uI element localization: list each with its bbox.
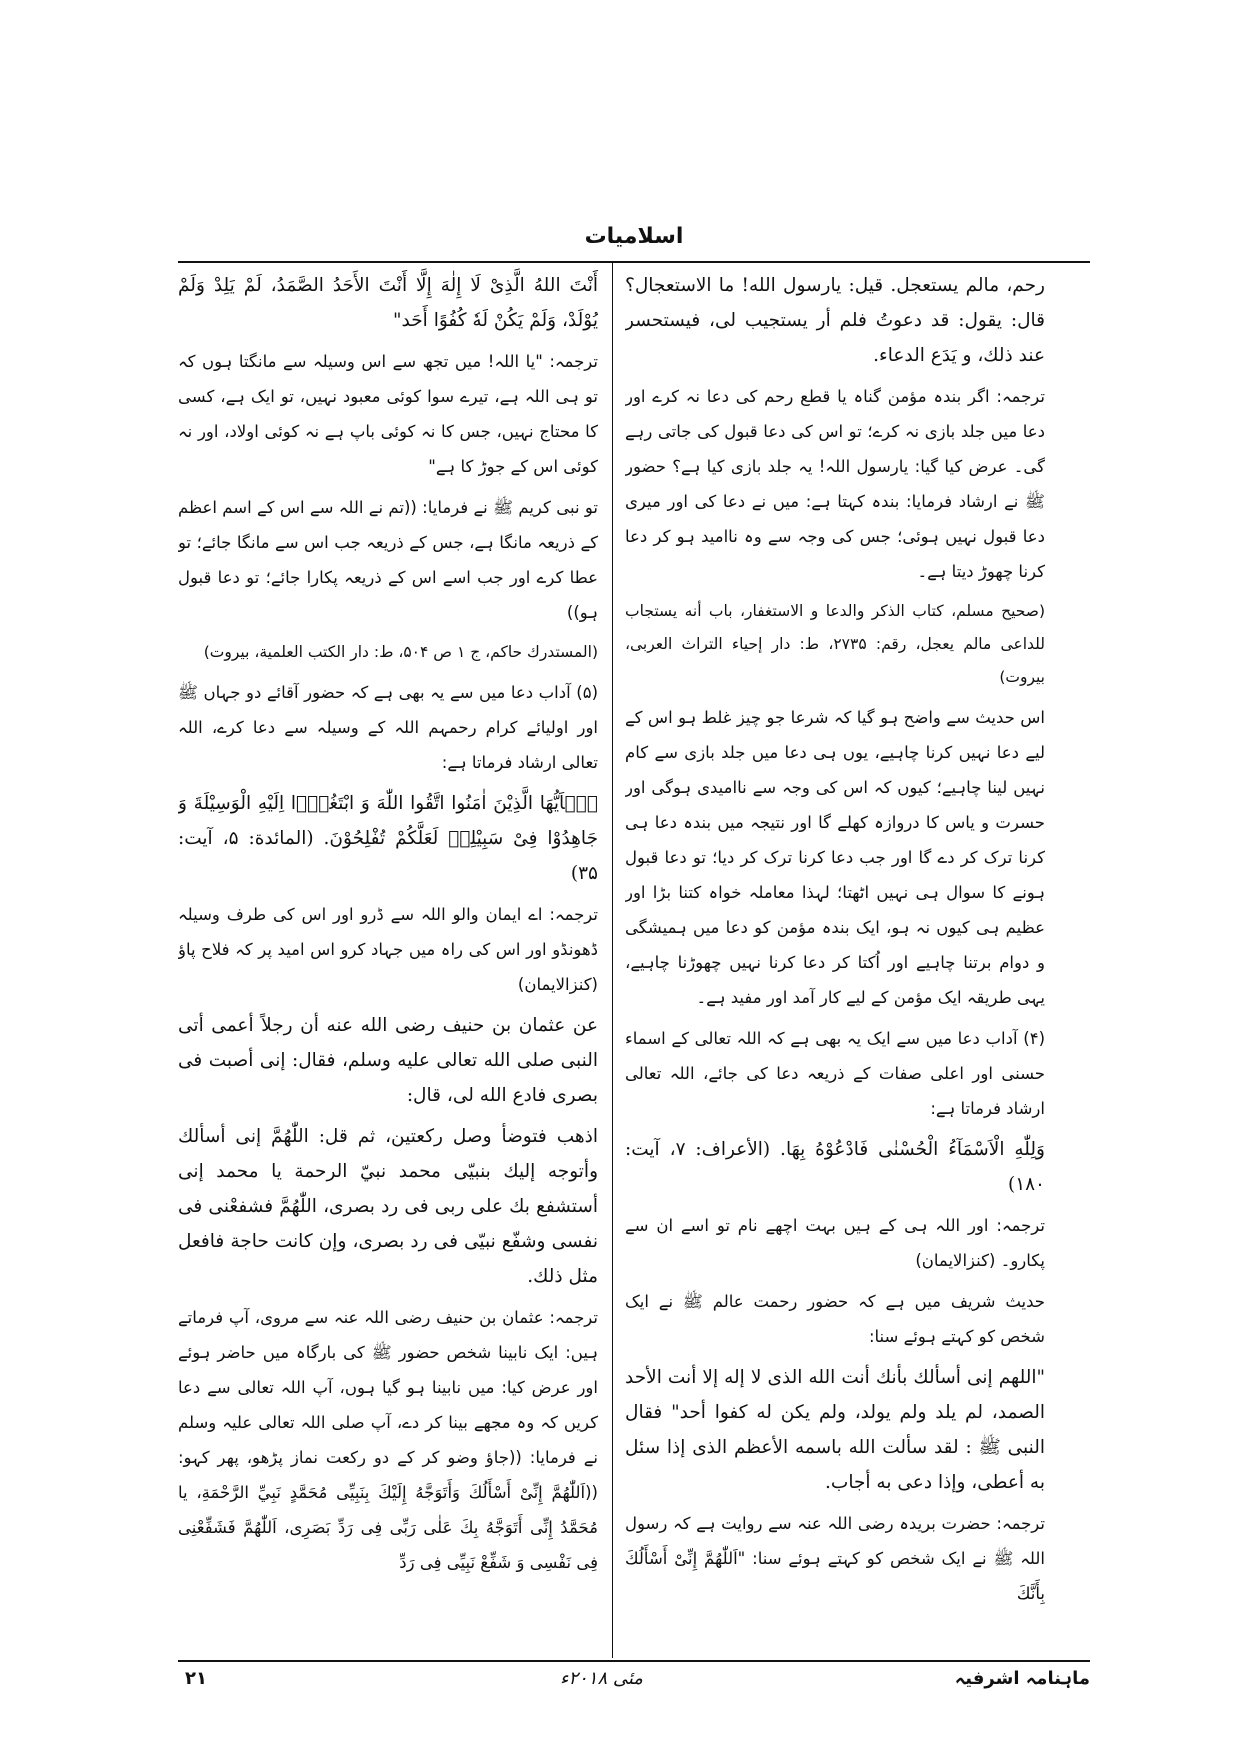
right-column (625, 268, 1045, 1654)
paragraph: تو نبی کریم ﷺ نے فرمایا: ((تم نے اللہ سے اس کے اسم اعظم کے ذریعہ مانگا ہے، جس کے ذریعہ جب اس سے مانگا جائے؛ تو عطا کرے اور جب اسے اس کے ذریعہ پکارا جائے؛ تو دعا قبول ہو)) (178, 498, 598, 622)
paragraph: ترجمہ: اور اللہ ہی کے ہیں بہت اچھے نام تو اسے ان سے پکارو۔ (کنزالایمان) (625, 1216, 1045, 1270)
paragraph: (المستدرك حاكم، ج ۱ ص ۵۰۴، ط: دار الكتب العلمية، بيروت) (203, 643, 598, 661)
paragraph: يٰۤاَيُّهَا الَّذِيْنَ اٰمَنُوا اتَّقُوا اللّٰهَ وَ ابْتَغُوْۤا اِلَيْهِ الْوَسِيْلَةَ وَ جَاهِدُوْا فِىْ سَبِيْلِهٖ لَعَلَّكُمْ تُفْلِحُوْنَ. (المائدة: ۵، آيت: ۳۵) (178, 793, 598, 884)
paragraph: (۴) آداب دعا میں سے ایک یہ بھی ہے کہ اللہ تعالی کے اسماء حسنی اور اعلی صفات کے ذریعہ دعا کی جائے، اللہ تعالی ارشاد فرماتا ہے: (625, 1029, 1045, 1118)
paragraph: ترجمہ: عثمان بن حنیف رضی اللہ عنہ سے مروی، آپ فرماتے ہیں: ایک نابینا شخص حضور ﷺ کی بارگاہ میں حاضر ہوئے اور عرض کیا: میں نابینا ہو گیا ہوں، آپ اللہ تعالی سے دعا کریں کہ وہ مجھے بینا کر دے، آپ صلی اللہ تعالی علیہ وسلم نے فرمایا: ((جاؤ وضو کر کے دو رکعت نماز پڑھو، پھر کہو: ((اَللّٰهُمَّ إِنِّىْ أَسْأَلُكَ وَأَتَوَجَّهُ إِلَيْكَ بِنَبِيِّى مُحَمَّدٍ نَبِيِّ الرَّحْمَةِ، يا مُحَمَّدُ إِنِّى أَتَوَجَّهُ بِكَ عَلٰى رَبِّى فِى رَدِّ بَصَرِى، اَللّٰهُمَّ فَشَفِّعْنِى فِى نَفْسِى وَ شَفِّعْ نَبِيِّى فِى رَدِّ (178, 1308, 598, 1572)
header-divider (178, 261, 1090, 263)
paragraph: (۵) آداب دعا میں سے یہ بھی ہے کہ حضور آقائے دو جہاں ﷺ اور اولیائے کرام رحمہم اللہ کے وسیلہ سے دعا کرے، اللہ تعالی ارشاد فرماتا ہے: (178, 683, 598, 772)
footer-page-number: ۲۱ (185, 1668, 207, 1689)
footer-date: مئی ۲۰۱۸ء (560, 1668, 643, 1689)
paragraph: أَنْتَ اللهُ الَّذِىْ لَا إِلٰهَ إِلَّا أَنْتَ الأَحَدُ الصَّمَدُ، لَمْ يَلِدْ وَلَمْ يُوْلَدْ، وَلَمْ يَكُنْ لَهٗ كُفُوًا أَحَد" (178, 275, 598, 331)
paragraph: اذهب فتوضأ وصل ركعتين، ثم قل: اللّٰهُمَّ إنى أسألك وأتوجه إليك بنبيّى محمد نبيّ الرحمة يا محمد إنى أستشفع بك على ربى فى رد بصرى، اللّٰهُمَّ فشفعْنى فى نفسى وشفّع نبيّى فى رد بصرى، وإن كانت حاجة فافعل مثل ذلك. (178, 1126, 598, 1287)
paragraph: ترجمہ: اے ایمان والو اللہ سے ڈرو اور اس کی طرف وسیلہ ڈھونڈو اور اس کی راہ میں جہاد کرو اس امید پر کہ فلاح پاؤ (کنزالایمان) (178, 905, 598, 994)
paragraph: عن عثمان بن حنيف رضى الله عنه أن رجلاً أعمى أتى النبى صلى الله تعالى عليه وسلم، فقال: إنى أصبت فى بصرى فادع الله لى، قال: (178, 1015, 598, 1106)
footer-divider (178, 1660, 1090, 1662)
paragraph: (صحیح مسلم، کتاب الذکر والدعا و الاستغفار، باب أنه يستجاب للداعى مالم يعجل، رقم: ۲۷۳۵، ط: دار إحياء التراث العربى، بیروت) (625, 602, 1045, 686)
paragraph: "اللهم إنى أسألك بأنك أنت الله الذى لا إله إلا أنت الأحد الصمد، لم يلد ولم يولد، ولم يكن له كفوا أحد" فقال النبى ﷺ : لقد سألت الله باسمه الأعظم الذى إذا سئل به أعطى، وإذا دعى به أجاب. (625, 1367, 1045, 1493)
paragraph: اس حدیث سے واضح ہو گیا کہ شرعا جو چیز غلط ہو اس کے لیے دعا نہیں کرنا چاہیے، یوں ہی دعا میں جلد بازی سے کام نہیں لینا چاہیے؛ کیوں کہ اس کی وجہ سے ناامیدی ہوگی اور حسرت و یاس کا دروازہ کھلے گا اور نتیجہ میں بندہ دعا ہی کرنا ترک کر دے گا اور جب دعا کرنا ترک کر دیا؛ تو دعا قبول ہونے کا سوال ہی نہیں اٹھتا؛ لہذا معاملہ خواہ کتنا بڑا اور عظیم ہی کیوں نہ ہو، ایک بندہ مؤمن کو دعا میں ہمیشگی و دوام برتنا چاہیے اور اُکتا کر دعا کرنا نہیں چھوڑنا چاہیے، یہی طریقہ ایک مؤمن کے لیے کار آمد اور مفید ہے۔ (625, 708, 1045, 1007)
paragraph: ترجمہ: حضرت بریدہ رضی اللہ عنہ سے روایت ہے کہ رسول اللہ ﷺ نے ایک شخص کو کہتے ہوئے سنا: "اَللّٰهُمَّ إِنِّىْ أَسْأَلُكَ بِأَنَّكَ (625, 1514, 1045, 1603)
column-divider (612, 262, 613, 1658)
paragraph: حدیث شریف میں ہے کہ حضور رحمت عالم ﷺ نے ایک شخص کو کہتے ہوئے سنا: (625, 1292, 1045, 1346)
left-column (178, 268, 598, 1654)
paragraph: ترجمہ: "یا اللہ! میں تجھ سے اس وسیلہ سے مانگتا ہوں کہ تو ہی اللہ ہے، تیرے سوا کوئی معبود نہیں، تو ایک ہے، کسی کا محتاج نہیں، جس کا نہ کوئی باپ ہے نہ کوئی اولاد، اور نہ کوئی اس کے جوڑ کا ہے" (178, 352, 598, 476)
paragraph: ترجمہ: اگر بندہ مؤمن گناہ یا قطع رحم کی دعا نہ کرے اور دعا میں جلد بازی نہ کرے؛ تو اس کی دعا قبول کی جاتی رہے گی۔ عرض کیا گیا: یارسول اللہ! یہ جلد بازی کیا ہے؟ حضور ﷺ نے ارشاد فرمایا: بندہ کہتا ہے: میں نے دعا کی اور میری دعا قبول نہیں ہوئی؛ جس کی وجہ سے وہ ناامید ہو کر دعا کرنا چھوڑ دیتا ہے۔ (625, 387, 1045, 581)
page-header-title: اسلامیات (584, 224, 684, 249)
paragraph: رحم، مالم يستعجل. قيل: يارسول الله! ما الاستعجال؟ قال: يقول: قد دعوتُ فلم أر يستجيب لى، فيستحسر عند ذلك، و يَدَع الدعاء. (625, 275, 1045, 366)
footer-publication: ماہنامہ اشرفیہ (954, 1668, 1090, 1689)
paragraph: وَلِلّٰهِ الْاَسْمَآءُ الْحُسْنٰى فَادْعُوْهُ بِهَا. (الأعراف: ۷، آيت: ۱۸۰) (625, 1139, 1045, 1195)
